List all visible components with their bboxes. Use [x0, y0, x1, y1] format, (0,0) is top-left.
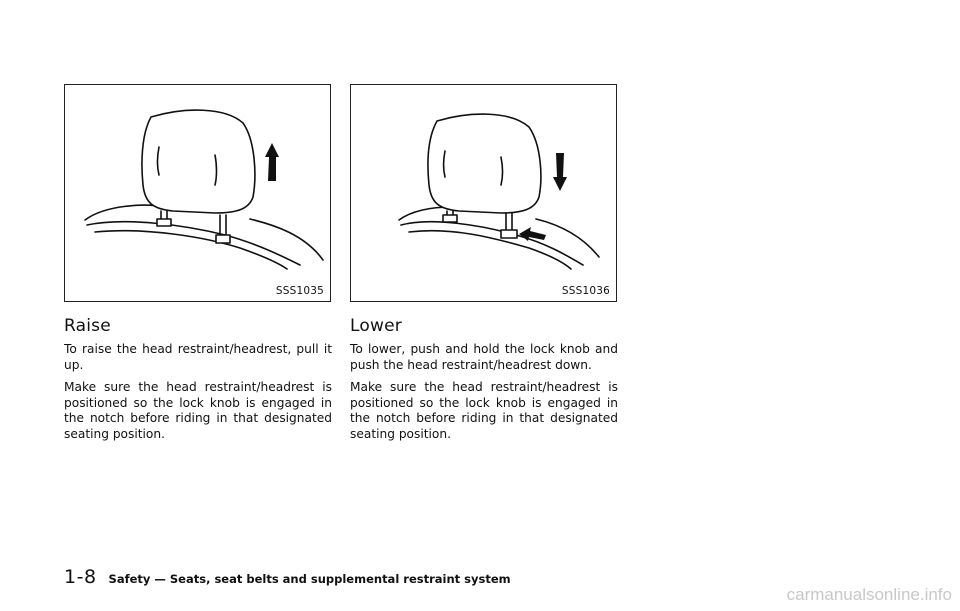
figure-lower	[350, 84, 617, 302]
section-heading: Lower	[350, 316, 402, 336]
section-raise	[64, 316, 332, 450]
paragraph: Make sure the head restraint/headrest is positioned so the lock knob is engaged in the notch before riding in that designated seating position.	[350, 380, 618, 441]
arrow-left-icon	[519, 227, 546, 241]
page-footer	[64, 566, 511, 588]
watermark: carmanualsonline.info	[786, 585, 952, 604]
figure-label: SSS1035	[275, 285, 324, 297]
headrest-raise-illustration	[65, 85, 330, 301]
footer-section-title: Safety — Seats, seat belts and supplemental restraint system	[108, 572, 511, 586]
arrow-down-icon	[553, 153, 567, 191]
paragraph: Make sure the head restraint/headrest is positioned so the lock knob is engaged in the notch before riding in that designated seating position.	[64, 380, 332, 441]
page-number: 1-8	[64, 566, 97, 588]
paragraph: To lower, push and hold the lock knob and push the head restraint/headrest down.	[350, 342, 618, 372]
paragraph: To raise the head restraint/headrest, pull it up.	[64, 342, 332, 372]
section-heading: Raise	[64, 316, 111, 336]
section-lower	[350, 316, 618, 450]
arrow-up-icon	[265, 143, 279, 181]
figure-label: SSS1036	[561, 285, 610, 297]
headrest-lower-illustration	[351, 85, 616, 301]
figure-raise	[64, 84, 331, 302]
